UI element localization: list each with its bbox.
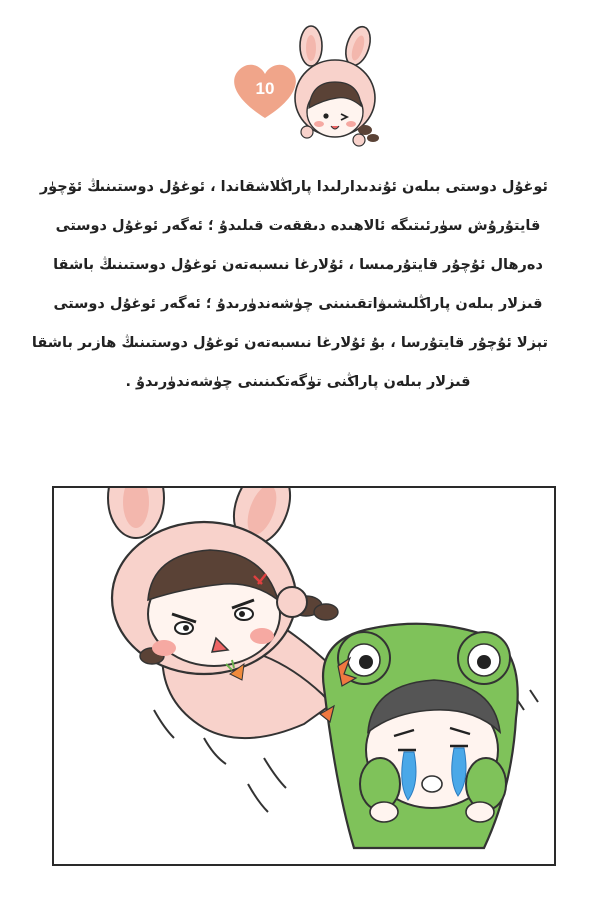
body-text: [31, 168, 548, 402]
header-illustration: [225, 20, 385, 155]
text-line: دەرھال ئۇچۇر قايتۇرمىسا ، ئۇلارغا نىسبەتەن ئوغۇل دوستىنىڭ باشقا: [53, 257, 543, 273]
heart-badge: [234, 65, 296, 118]
text-line: قايتۇرۇش سۈرئىتىگە ئالاھىدە دىققەت قىلىدۇ ؛ ئەگەر ئوغۇل دوستى: [55, 218, 541, 234]
text-line: قىزلار بىلەن پاراڭنى تۈگەتكىنىنى چۈشەندۈرىدۇ .: [125, 374, 471, 390]
bunny-girl-illustration: [225, 20, 385, 155]
text-line: تېزلا ئۇچۇر قايتۇرسا ، بۇ ئۇلارغا نىسبەتەن ئوغۇل دوستىنىڭ ھازىر باشقا: [31, 335, 548, 351]
frog-boy-character: [320, 624, 518, 848]
text-line: قىزلار بىلەن پاراڭلىشىۋاتقىنىنى چۈشەندۈرىدۇ ؛ ئەگەر ئوغۇل دوستى: [53, 296, 543, 312]
comic-illustration: [54, 488, 556, 866]
badge-number: 10: [255, 79, 275, 98]
text-line: ئوغۇل دوستى بىلەن ئۇندىدارلىدا پاراڭلاشقاندا ، ئوغۇل دوستىنىڭ ئۆچۈر: [39, 179, 548, 195]
bunny-girl-character: [108, 488, 355, 738]
comic-panel: [52, 486, 556, 866]
